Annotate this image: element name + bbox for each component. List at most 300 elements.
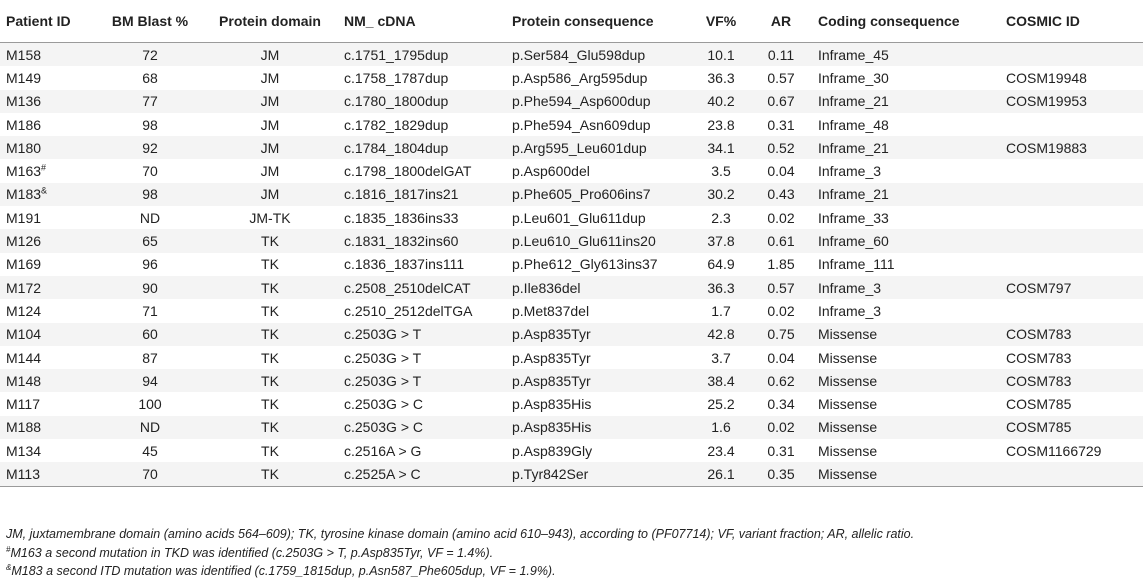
- cell-patient-id-text: M163: [6, 163, 42, 180]
- cell-ar: [750, 206, 812, 229]
- cell-cdna-text: c.1758_1787dup: [344, 69, 449, 86]
- cell-vf: [692, 346, 750, 369]
- cell-vf-text: 25.2: [707, 396, 735, 413]
- cell-patient-id-text: M188: [6, 419, 42, 436]
- footnote-2: [6, 562, 914, 581]
- cell-coding-consequence-text: Inframe_3: [818, 163, 882, 180]
- cell-protein-domain: [202, 43, 338, 67]
- cell-bm-blast-text: 45: [142, 442, 158, 459]
- cell-cosmic-id-text: COSM19948: [1006, 69, 1087, 86]
- cell-protein-consequence: [506, 229, 692, 252]
- footnote-2-text: M183 a second ITD mutation was identified (c.1759_1815dup, p.Asn587_Phe605dup, VF = 1.9%).: [11, 564, 556, 579]
- cell-protein-consequence-text: p.Asp835Tyr: [512, 349, 591, 366]
- cell-patient-id: [0, 43, 98, 67]
- table-row: [0, 299, 1143, 322]
- cell-cdna-text: c.1835_1836ins33: [344, 209, 459, 226]
- cell-cdna-text: c.1816_1817ins21: [344, 186, 459, 203]
- cell-vf: [692, 253, 750, 276]
- cell-ar: [750, 346, 812, 369]
- table-row: [0, 462, 1143, 486]
- cell-protein-domain-text: JM: [260, 69, 280, 86]
- cell-vf: [692, 299, 750, 322]
- cell-ar: [750, 253, 812, 276]
- cell-cosmic-id-text: COSM783: [1006, 372, 1072, 389]
- cell-ar-text: 0.57: [767, 69, 795, 86]
- cell-vf-text: 36.3: [707, 279, 735, 296]
- table-row: [0, 136, 1143, 159]
- cell-coding-consequence: [812, 229, 1000, 252]
- cell-protein-consequence-text: p.Asp586_Arg595dup: [512, 69, 648, 86]
- cell-patient-id: [0, 183, 98, 206]
- cell-cdna: [338, 206, 506, 229]
- table-footnotes: [6, 525, 914, 581]
- cell-vf-text: 3.5: [711, 163, 731, 180]
- cell-ar: [750, 369, 812, 392]
- cell-ar: [750, 462, 812, 486]
- cell-cosmic-id-text: COSM783: [1006, 349, 1072, 366]
- cell-patient-id: [0, 159, 98, 182]
- cell-ar-text: 0.04: [767, 349, 795, 366]
- footnote-2-mark: &: [6, 563, 12, 573]
- cell-coding-consequence: [812, 253, 1000, 276]
- cell-coding-consequence-text: Inframe_111: [818, 256, 895, 273]
- cell-bm-blast: [98, 113, 202, 136]
- cell-cosmic-id: [1000, 253, 1143, 276]
- cell-protein-domain-text: TK: [261, 442, 279, 459]
- cell-cdna-text: c.1751_1795dup: [344, 46, 449, 63]
- footnote-abbreviations: JM, juxtamembrane domain (amino acids 564–609); TK, tyrosine kinase domain (amino acid 610–943), according to (PF07714); VF, variant fraction; AR, allelic ratio.: [6, 527, 915, 541]
- cell-vf: [692, 66, 750, 89]
- cell-cosmic-id: [1000, 90, 1143, 113]
- cell-cdna-text: c.2508_2510delCAT: [344, 279, 471, 296]
- cell-vf: [692, 276, 750, 299]
- cell-coding-consequence: [812, 66, 1000, 89]
- cell-bm-blast: [98, 159, 202, 182]
- cell-ar: [750, 392, 812, 415]
- cell-protein-consequence: [506, 206, 692, 229]
- cell-ar: [750, 323, 812, 346]
- cell-patient-id-text: M144: [6, 349, 42, 366]
- cell-protein-consequence: [506, 136, 692, 159]
- cell-cosmic-id: [1000, 66, 1143, 89]
- cell-patient-id: [0, 90, 98, 113]
- header-patient-id: Patient ID: [0, 0, 98, 43]
- cell-coding-consequence-text: Missense: [818, 326, 878, 343]
- cell-vf: [692, 416, 750, 439]
- cell-coding-consequence: [812, 299, 1000, 322]
- cell-vf-text: 36.3: [707, 69, 735, 86]
- cell-coding-consequence-text: Inframe_3: [818, 279, 882, 296]
- cell-cdna: [338, 439, 506, 462]
- footnote-1-mark: #: [6, 544, 11, 554]
- cell-protein-consequence-text: p.Asp839Gly: [512, 442, 593, 459]
- cell-ar-text: 0.52: [767, 139, 795, 156]
- cell-vf-text: 10.1: [707, 46, 735, 63]
- cell-protein-domain: [202, 369, 338, 392]
- cell-cdna: [338, 392, 506, 415]
- cell-patient-id: [0, 276, 98, 299]
- cell-bm-blast-text: 70: [142, 465, 158, 482]
- cell-protein-domain-text: TK: [261, 233, 279, 250]
- cell-patient-id-text: M134: [6, 442, 42, 459]
- cell-protein-consequence-text: p.Asp600del: [512, 163, 590, 180]
- cell-protein-domain-text: TK: [261, 302, 279, 319]
- cell-protein-consequence: [506, 113, 692, 136]
- cell-protein-consequence: [506, 392, 692, 415]
- cell-cosmic-id-text: COSM785: [1006, 396, 1072, 413]
- cell-protein-domain: [202, 346, 338, 369]
- cell-protein-consequence-text: p.Tyr842Ser: [512, 465, 589, 482]
- cell-cdna: [338, 43, 506, 67]
- cell-coding-consequence: [812, 369, 1000, 392]
- cell-protein-consequence-text: p.Asp835His: [512, 396, 592, 413]
- footnote-1-text: M163 a second mutation in TKD was identified (c.2503G > T, p.Asp835Tyr, VF = 1.4%).: [10, 545, 494, 560]
- cell-protein-domain: [202, 276, 338, 299]
- cell-vf: [692, 183, 750, 206]
- cell-vf: [692, 369, 750, 392]
- cell-ar-text: 0.62: [767, 372, 795, 389]
- cell-bm-blast: [98, 299, 202, 322]
- cell-ar-text: 0.02: [767, 209, 795, 226]
- cell-protein-domain-text: TK: [261, 326, 279, 343]
- cell-coding-consequence-text: Inframe_21: [818, 93, 889, 110]
- cell-protein-consequence-text: p.Phe612_Gly613ins37: [512, 256, 658, 273]
- cell-patient-id-text: M149: [6, 69, 42, 86]
- cell-cdna-text: c.1784_1804dup: [344, 139, 449, 156]
- cell-coding-consequence: [812, 439, 1000, 462]
- cell-coding-consequence: [812, 323, 1000, 346]
- cell-coding-consequence: [812, 113, 1000, 136]
- cell-bm-blast-text: 92: [142, 139, 158, 156]
- cell-cosmic-id-text: COSM19953: [1006, 93, 1087, 110]
- table-row: [0, 183, 1143, 206]
- cell-coding-consequence-text: Missense: [818, 396, 878, 413]
- cell-bm-blast-text: 96: [142, 256, 158, 273]
- cell-protein-consequence-text: p.Phe594_Asp600dup: [512, 93, 651, 110]
- cell-protein-consequence: [506, 346, 692, 369]
- cell-coding-consequence-text: Inframe_21: [818, 139, 889, 156]
- cell-vf-text: 30.2: [707, 186, 735, 203]
- cell-bm-blast: [98, 346, 202, 369]
- cell-bm-blast: [98, 66, 202, 89]
- cell-protein-consequence: [506, 416, 692, 439]
- cell-coding-consequence: [812, 136, 1000, 159]
- cell-protein-consequence: [506, 253, 692, 276]
- cell-cdna-text: c.1836_1837ins111: [344, 256, 465, 273]
- table-row: [0, 392, 1143, 415]
- cell-vf-text: 3.7: [711, 349, 731, 366]
- cell-protein-domain: [202, 183, 338, 206]
- cell-patient-id-text: M180: [6, 139, 42, 156]
- cell-protein-consequence-text: p.Leu601_Glu611dup: [512, 209, 646, 226]
- cell-cdna-text: c.2503G > T: [344, 326, 422, 343]
- cell-ar: [750, 159, 812, 182]
- cell-protein-domain-text: JM-TK: [249, 209, 291, 226]
- cell-protein-domain: [202, 229, 338, 252]
- cell-bm-blast: [98, 416, 202, 439]
- table-row: [0, 346, 1143, 369]
- cell-coding-consequence-text: Missense: [818, 372, 878, 389]
- cell-coding-consequence: [812, 276, 1000, 299]
- cell-bm-blast: [98, 439, 202, 462]
- table-row: [0, 416, 1143, 439]
- cell-cdna: [338, 346, 506, 369]
- cell-patient-id-text: M169: [6, 256, 42, 273]
- cell-protein-domain-text: JM: [260, 163, 280, 180]
- cell-vf-text: 37.8: [707, 233, 735, 250]
- cell-coding-consequence-text: Missense: [818, 419, 878, 436]
- header-ar: AR: [750, 0, 812, 43]
- cell-coding-consequence: [812, 462, 1000, 486]
- cell-ar: [750, 229, 812, 252]
- cell-ar-text: 0.67: [767, 93, 795, 110]
- cell-bm-blast: [98, 183, 202, 206]
- cell-cdna: [338, 369, 506, 392]
- table-row: [0, 323, 1143, 346]
- cell-cosmic-id: [1000, 462, 1143, 486]
- cell-protein-domain: [202, 323, 338, 346]
- cell-protein-domain: [202, 66, 338, 89]
- cell-protein-consequence-text: p.Ile836del: [512, 279, 581, 296]
- cell-bm-blast-text: 72: [142, 46, 158, 63]
- cell-patient-id: [0, 346, 98, 369]
- cell-vf-text: 23.4: [707, 442, 735, 459]
- cell-cosmic-id: [1000, 136, 1143, 159]
- cell-patient-id-text: M186: [6, 116, 42, 133]
- header-protein-consequence: Protein consequence: [506, 0, 692, 43]
- cell-cdna-text: c.1782_1829dup: [344, 116, 449, 133]
- cell-cdna: [338, 90, 506, 113]
- cell-protein-consequence: [506, 462, 692, 486]
- cell-cdna: [338, 253, 506, 276]
- cell-patient-id: [0, 206, 98, 229]
- cell-cosmic-id-text: COSM783: [1006, 326, 1072, 343]
- cell-cosmic-id: [1000, 346, 1143, 369]
- cell-vf-text: 1.6: [711, 419, 731, 436]
- cell-bm-blast-text: 65: [142, 233, 158, 250]
- cell-ar-text: 0.34: [767, 396, 795, 413]
- cell-protein-domain-text: TK: [261, 465, 279, 482]
- cell-vf-text: 64.9: [707, 256, 735, 273]
- cell-protein-consequence-text: p.Phe594_Asn609dup: [512, 116, 651, 133]
- table-row: [0, 369, 1143, 392]
- cell-ar: [750, 299, 812, 322]
- cell-ar: [750, 276, 812, 299]
- cell-cdna-text: c.1798_1800delGAT: [344, 163, 472, 180]
- cell-protein-consequence: [506, 369, 692, 392]
- cell-protein-domain-text: TK: [261, 349, 279, 366]
- cell-protein-domain-text: JM: [260, 139, 280, 156]
- footnote-mark: &: [41, 185, 48, 196]
- cell-cosmic-id: [1000, 206, 1143, 229]
- table-row: [0, 229, 1143, 252]
- cell-cdna-text: c.1780_1800dup: [344, 93, 449, 110]
- cell-bm-blast-text: 60: [142, 326, 158, 343]
- cell-coding-consequence: [812, 206, 1000, 229]
- cell-coding-consequence-text: Inframe_3: [818, 302, 882, 319]
- cell-coding-consequence-text: Inframe_21: [818, 186, 889, 203]
- cell-cdna-text: c.2516A > G: [344, 442, 422, 459]
- cell-vf: [692, 323, 750, 346]
- table-row: [0, 276, 1143, 299]
- cell-ar: [750, 136, 812, 159]
- cell-bm-blast: [98, 276, 202, 299]
- cell-cdna-text: c.2503G > T: [344, 349, 422, 366]
- cell-coding-consequence-text: Inframe_30: [818, 69, 889, 86]
- cell-cdna: [338, 159, 506, 182]
- cell-ar-text: 1.85: [767, 256, 795, 273]
- cell-protein-domain-text: JM: [260, 46, 280, 63]
- cell-ar: [750, 43, 812, 67]
- cell-cosmic-id: [1000, 439, 1143, 462]
- header-protein-domain: Protein domain: [202, 0, 338, 43]
- cell-patient-id-text: M158: [6, 46, 42, 63]
- cell-ar: [750, 183, 812, 206]
- cell-cdna: [338, 229, 506, 252]
- header-cosmic-id: COSMIC ID: [1000, 0, 1143, 43]
- cell-cdna-text: c.2503G > C: [344, 419, 423, 436]
- cell-protein-domain: [202, 206, 338, 229]
- cell-protein-domain: [202, 159, 338, 182]
- cell-cdna-text: c.1831_1832ins60: [344, 233, 459, 250]
- cell-vf: [692, 159, 750, 182]
- cell-patient-id: [0, 136, 98, 159]
- cell-cdna-text: c.2525A > C: [344, 465, 421, 482]
- cell-vf-text: 26.1: [707, 465, 735, 482]
- cell-bm-blast: [98, 229, 202, 252]
- cell-bm-blast: [98, 206, 202, 229]
- cell-protein-consequence: [506, 323, 692, 346]
- header-cdna: NM_ cDNA: [338, 0, 506, 43]
- cell-bm-blast-text: ND: [139, 419, 161, 436]
- cell-protein-domain-text: TK: [261, 372, 279, 389]
- cell-patient-id: [0, 323, 98, 346]
- cell-vf-text: 34.1: [707, 139, 735, 156]
- cell-cosmic-id: [1000, 229, 1143, 252]
- cell-bm-blast: [98, 136, 202, 159]
- cell-protein-consequence: [506, 439, 692, 462]
- cell-patient-id-text: M183: [6, 186, 42, 203]
- cell-cosmic-id: [1000, 416, 1143, 439]
- cell-coding-consequence: [812, 183, 1000, 206]
- cell-ar: [750, 439, 812, 462]
- cell-vf: [692, 90, 750, 113]
- cell-cosmic-id-text: COSM785: [1006, 419, 1072, 436]
- cell-coding-consequence: [812, 392, 1000, 415]
- cell-protein-domain-text: TK: [261, 279, 279, 296]
- cell-protein-consequence-text: p.Leu610_Glu611ins20: [512, 233, 656, 250]
- table-row: [0, 439, 1143, 462]
- cell-bm-blast-text: 90: [142, 279, 158, 296]
- cell-bm-blast: [98, 462, 202, 486]
- cell-protein-domain: [202, 136, 338, 159]
- cell-protein-domain-text: JM: [260, 186, 280, 203]
- cell-ar: [750, 66, 812, 89]
- cell-patient-id: [0, 392, 98, 415]
- cell-cdna: [338, 136, 506, 159]
- cell-ar: [750, 113, 812, 136]
- cell-coding-consequence: [812, 416, 1000, 439]
- cell-coding-consequence-text: Inframe_33: [818, 209, 889, 226]
- cell-bm-blast: [98, 43, 202, 67]
- cell-ar-text: 0.35: [767, 465, 795, 482]
- cell-bm-blast-text: 71: [142, 302, 158, 319]
- cell-ar-text: 0.04: [767, 163, 795, 180]
- cell-bm-blast-text: 100: [138, 396, 162, 413]
- cell-cdna: [338, 416, 506, 439]
- cell-cdna-text: c.2510_2512delTGA: [344, 302, 473, 319]
- cell-patient-id: [0, 229, 98, 252]
- cell-protein-domain-text: JM: [260, 116, 280, 133]
- cell-cdna: [338, 323, 506, 346]
- cell-vf: [692, 43, 750, 67]
- cell-cosmic-id-text: COSM1166729: [1006, 442, 1102, 459]
- cell-cosmic-id: [1000, 183, 1143, 206]
- cell-protein-domain: [202, 462, 338, 486]
- cell-vf-text: 23.8: [707, 116, 735, 133]
- cell-bm-blast: [98, 369, 202, 392]
- cell-coding-consequence-text: Missense: [818, 442, 878, 459]
- table-row: [0, 159, 1143, 182]
- cell-cdna: [338, 299, 506, 322]
- cell-protein-consequence-text: p.Ser584_Glu598dup: [512, 46, 646, 63]
- cell-cosmic-id: [1000, 323, 1143, 346]
- cell-cdna: [338, 462, 506, 486]
- header-coding-consequence: Coding consequence: [812, 0, 1000, 43]
- cell-protein-domain: [202, 439, 338, 462]
- cell-vf: [692, 113, 750, 136]
- cell-patient-id-text: M172: [6, 279, 42, 296]
- cell-protein-domain: [202, 113, 338, 136]
- cell-bm-blast: [98, 90, 202, 113]
- cell-vf: [692, 136, 750, 159]
- cell-coding-consequence: [812, 346, 1000, 369]
- cell-cosmic-id: [1000, 113, 1143, 136]
- cell-patient-id-text: M124: [6, 302, 42, 319]
- cell-cosmic-id: [1000, 392, 1143, 415]
- cell-protein-domain: [202, 253, 338, 276]
- cell-patient-id: [0, 462, 98, 486]
- cell-protein-domain-text: TK: [261, 256, 279, 273]
- cell-cosmic-id: [1000, 159, 1143, 182]
- cell-protein-consequence: [506, 66, 692, 89]
- cell-bm-blast-text: 68: [142, 69, 158, 86]
- cell-vf-text: 42.8: [707, 326, 735, 343]
- table-row: [0, 113, 1143, 136]
- cell-bm-blast: [98, 253, 202, 276]
- cell-cdna: [338, 276, 506, 299]
- cell-patient-id-text: M126: [6, 233, 42, 250]
- cell-vf-text: 40.2: [707, 93, 735, 110]
- footnote-mark: #: [41, 162, 47, 173]
- cell-protein-domain-text: TK: [261, 419, 279, 436]
- cell-patient-id: [0, 299, 98, 322]
- cell-ar-text: 0.11: [767, 46, 795, 63]
- cell-coding-consequence-text: Inframe_45: [818, 46, 889, 63]
- cell-vf-text: 2.3: [711, 209, 731, 226]
- cell-protein-domain-text: JM: [260, 93, 280, 110]
- cell-protein-consequence: [506, 43, 692, 67]
- cell-coding-consequence-text: Inframe_48: [818, 116, 889, 133]
- footnote-1: [6, 544, 914, 563]
- cell-protein-domain: [202, 416, 338, 439]
- cell-protein-consequence: [506, 159, 692, 182]
- cell-patient-id-text: M148: [6, 372, 42, 389]
- cell-patient-id-text: M113: [6, 465, 40, 482]
- cell-ar: [750, 90, 812, 113]
- cell-patient-id-text: M104: [6, 326, 42, 343]
- cell-cosmic-id-text: COSM19883: [1006, 139, 1087, 156]
